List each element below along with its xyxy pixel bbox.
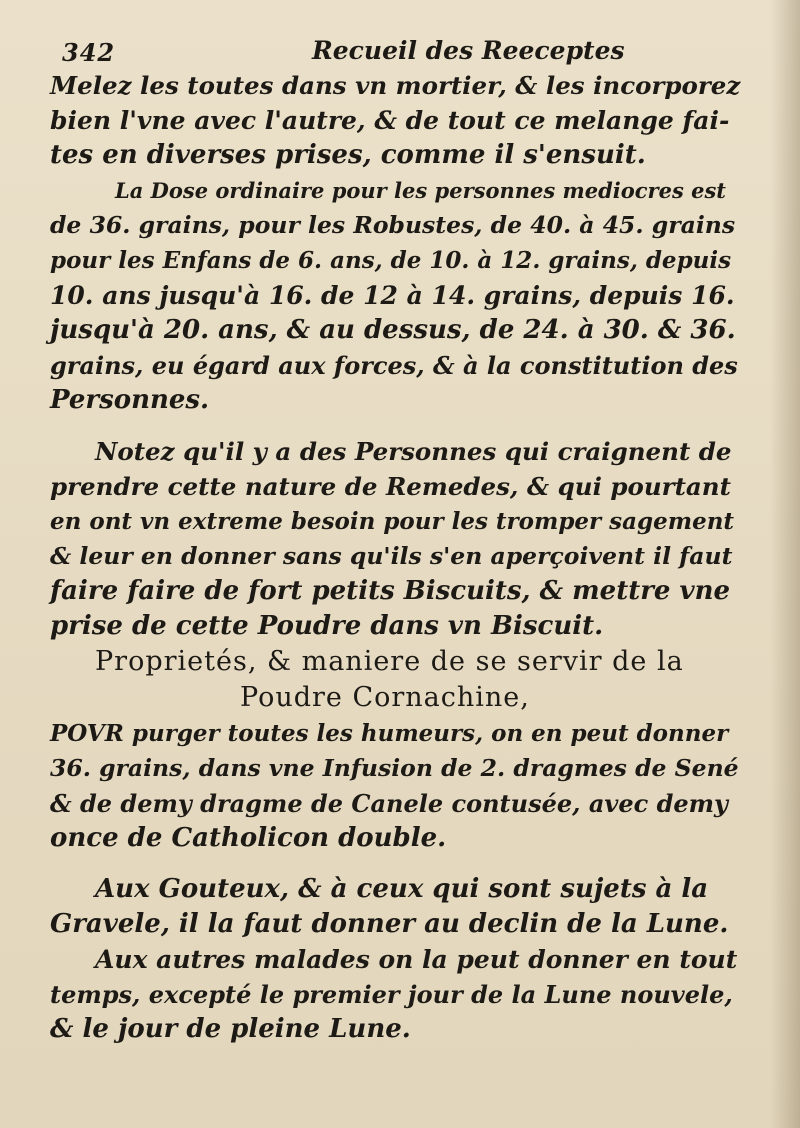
text-line: bien l'vne avec l'autre, & de tout ce melange fai-	[50, 106, 730, 135]
paragraph-dose	[50, 173, 740, 418]
text-line: Aux Gouteux, & à ceux qui sont sujets à la	[95, 874, 709, 904]
text-line: & le jour de pleine Lune.	[50, 1014, 411, 1044]
paragraph-purge	[50, 716, 740, 856]
text-line: Melez les toutes dans vn mortier, & les incorporez	[50, 71, 741, 100]
text-line: once de Catholicon double.	[50, 823, 447, 853]
text-line: & de demy dragme de Canele contusée, avec demy	[50, 789, 728, 818]
text-line: pour les Enfans de 6. ans, de 10. à 12. grains, depuis	[50, 247, 732, 274]
text-line: Personnes.	[50, 385, 210, 415]
text-line: 10. ans jusqu'à 16. de 12 à 14. grains, depuis 16.	[50, 281, 735, 310]
text-line: Aux autres malades on la peut donner en tout	[95, 945, 738, 974]
page-number: 342	[62, 38, 116, 67]
text-line: faire faire de fort petits Biscuits, & mettre vne	[50, 576, 731, 606]
text-line: prendre cette nature de Remedes, & qui pourtant	[50, 472, 731, 501]
text-line: temps, excepté le premier jour de la Lune nouvele,	[50, 980, 733, 1009]
text-line: en ont vn extreme besoin pour les tromper sagement	[50, 508, 735, 535]
running-head: Recueil des Reeceptes	[312, 36, 625, 65]
text-line: La Dose ordinaire pour les personnes mediocres est	[115, 178, 726, 203]
section-heading-line: Poudre Cornachine,	[240, 682, 530, 713]
paragraph-note	[50, 434, 740, 644]
text-line: prise de cette Poudre dans vn Biscuit.	[50, 611, 604, 641]
body-text	[50, 68, 740, 1047]
text-line: Gravele, il la faut donner au declin de la Lune.	[50, 909, 729, 939]
text-line: Notez qu'il y a des Personnes qui craignent de	[95, 437, 732, 466]
section-heading-line: Proprietés, & maniere de se servir de la	[95, 646, 684, 677]
paragraph-gout	[50, 872, 740, 942]
paragraph-mixing	[50, 68, 740, 173]
text-line: tes en diverses prises, comme il s'ensuit.	[50, 140, 646, 170]
text-line: grains, eu égard aux forces, & à la constitution des	[50, 351, 738, 380]
text-line: POVR purger toutes les humeurs, on en peut donner	[50, 720, 729, 747]
page-gutter-shadow	[770, 0, 800, 1128]
text-line: 36. grains, dans vne Infusion de 2. dragmes de Sené	[50, 754, 739, 782]
page-header	[62, 32, 742, 72]
text-line: jusqu'à 20. ans, & au dessus, de 24. à 30. & 36.	[50, 315, 736, 345]
text-line: & leur en donner sans qu'ils s'en aperçoivent il faut	[50, 542, 733, 570]
section-heading	[50, 644, 740, 716]
paragraph-other-patients	[50, 942, 740, 1047]
text-line: de 36. grains, pour les Robustes, de 40. à 45. grains	[50, 211, 736, 239]
